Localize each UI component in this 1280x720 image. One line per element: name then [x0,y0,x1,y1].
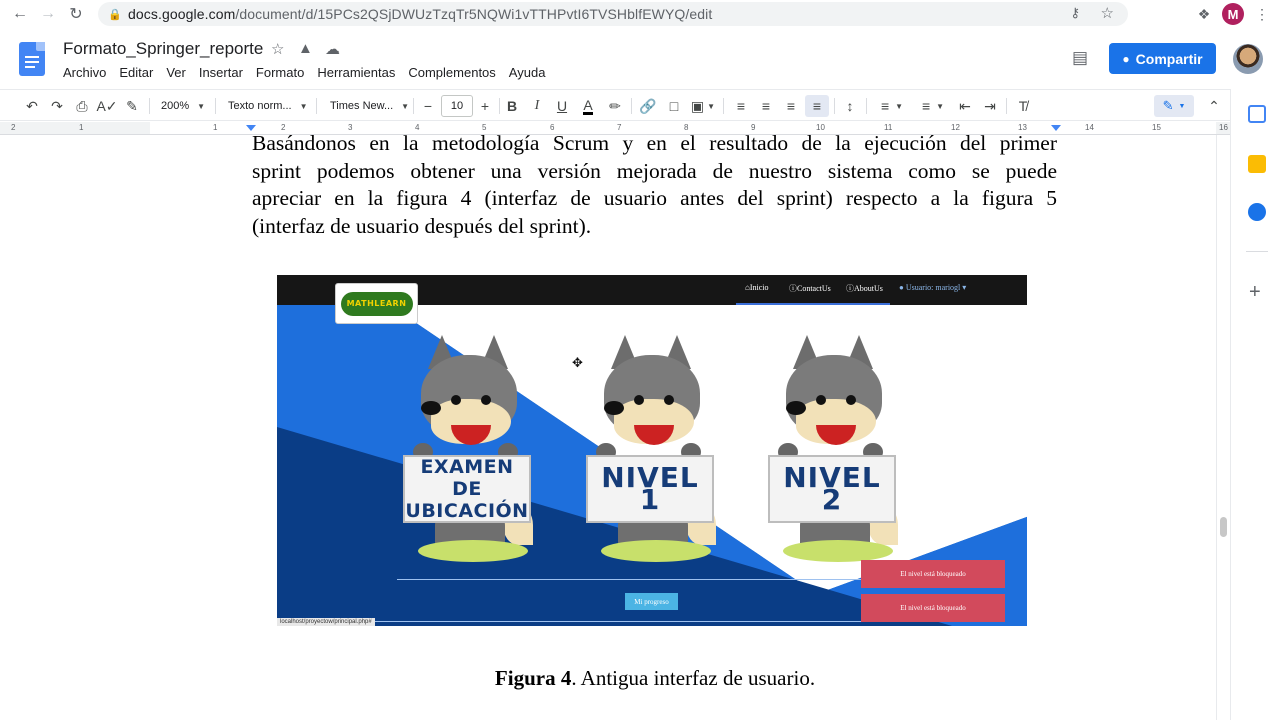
figure-image[interactable] [277,275,1027,626]
ruler-number: 3 [348,123,353,132]
person-icon: ● [1122,51,1130,66]
url-text: docs.google.com/document/d/15PCs2QSjDWUzTzqTr5NQWi1vTTHPvtI6TVSHblfEWYQ/edit [128,6,713,22]
docs-header [0,28,1280,88]
font-size-input[interactable]: 10 [441,95,473,117]
print-icon[interactable]: ⎙ [76,97,88,114]
profile-avatar[interactable]: M [1222,3,1244,25]
menu-ayuda[interactable]: Ayuda [508,65,546,80]
decrease-indent-icon[interactable]: ⇤ [959,97,971,114]
ruler-number: 12 [951,123,960,132]
add-comment-icon[interactable]: □ [669,98,679,114]
ruler-number: 6 [550,123,555,132]
increase-font-size-icon[interactable]: + [480,98,490,114]
level-1-sign: NIVEL 1 [586,455,714,523]
text-color-icon[interactable]: A [583,96,593,113]
paragraph-line: Basándonos en la metodología Scrum y en el resultado de la ejecución del primer [252,135,1057,155]
pencil-icon: ✎ [1162,98,1174,113]
comments-icon[interactable]: ▤ [1072,48,1089,67]
figure-status-url: localhost/proyectow/principal.php# [277,618,375,626]
chevron-down-icon: ▼ [299,101,308,111]
menu-bar [63,65,558,80]
paint-format-icon[interactable]: ✎ [126,97,138,114]
zoom-select[interactable]: 200% ▼ [161,100,206,112]
ruler-number: 1 [79,123,84,132]
numbered-list-icon[interactable]: ≡ ▼ [880,98,904,114]
my-progress-button: Mi progreso [625,593,678,610]
menu-complementos[interactable]: Complementos [408,65,496,80]
add-addon-icon[interactable]: + [1249,281,1261,303]
ruler-number: 5 [482,123,487,132]
style-select[interactable]: Texto norm... ▼ [228,100,308,112]
scroll-thumb[interactable] [1220,517,1227,537]
editing-mode-button[interactable] [1154,95,1194,117]
document-title[interactable]: Formato_Springer_reporte [63,39,264,58]
share-label: Compartir [1135,50,1203,67]
menu-insertar[interactable]: Insertar [198,65,243,80]
chevron-down-icon: ▼ [401,101,410,111]
wolf-mascot [768,335,898,563]
spellcheck-icon[interactable]: A✓ [96,97,118,114]
left-indent-marker[interactable] [246,125,256,131]
bookmark-star-icon[interactable]: ☆ [1100,5,1114,22]
figure-caption[interactable]: Figura 4. Antigua interfaz de usuario. [494,666,816,690]
ruler-number: 1 [213,123,218,132]
clear-formatting-icon[interactable]: T̸ [1018,98,1028,114]
lock-icon: 🔒 [108,8,122,21]
wolf-mascot [586,335,716,563]
ruler-number: 9 [751,123,756,132]
move-to-drive-icon[interactable]: ▲ [298,40,313,57]
font-select[interactable]: Times New... ▼ [330,100,410,112]
vertical-scrollbar[interactable] [1216,135,1230,720]
right-indent-marker[interactable] [1051,125,1061,131]
align-right-icon[interactable]: ≡ [786,98,796,114]
ruler-number: 2 [11,123,16,132]
wolf-mascot [403,335,533,563]
cloud-status-icon[interactable]: ☁ [325,41,340,58]
undo-icon[interactable]: ↶ [26,97,38,114]
star-icon[interactable]: ☆ [271,41,285,58]
menu-ver[interactable]: Ver [166,65,186,80]
docs-logo-icon[interactable] [19,42,45,76]
paragraph-line: apreciar en la figura 4 (interfaz de usuario antes del sprint) respecto a la figura 5 [252,186,1057,210]
highlight-icon[interactable]: ✏ [609,97,621,114]
ruler-number: 8 [684,123,689,132]
address-bar[interactable] [98,2,1128,26]
figure-nav-contactus: ⓘContactUs [789,284,831,293]
redo-icon[interactable]: ↷ [51,97,63,114]
placement-exam-sign: EXAMEN DE UBICACIÓN [403,455,531,523]
move-cursor-icon: ✥ [572,355,583,370]
ruler-number: 14 [1085,123,1094,132]
document-canvas[interactable] [0,135,1216,720]
italic-icon[interactable]: I [534,98,540,113]
align-left-icon[interactable]: ≡ [736,98,746,114]
menu-herramientas[interactable]: Herramientas [317,65,396,80]
reload-icon[interactable]: ↻ [69,6,83,23]
level-locked-badge: El nivel está bloqueado [861,560,1005,588]
ruler-number: 13 [1018,123,1027,132]
side-panel [1230,89,1280,720]
figure-logo: MATHLEARN [335,283,418,324]
ruler-number: 10 [816,123,825,132]
keep-icon[interactable] [1248,155,1266,173]
back-icon[interactable]: ← [12,5,28,22]
ruler[interactable] [0,122,1230,135]
underline-icon[interactable]: U [556,98,568,114]
account-avatar[interactable] [1233,44,1263,74]
chevron-down-icon: ▼ [1178,102,1186,110]
browser-toolbar [0,0,1280,28]
bold-icon[interactable]: B [506,98,518,114]
link-icon[interactable]: 🔗 [639,97,657,114]
increase-indent-icon[interactable]: ⇥ [984,97,996,114]
justify-icon[interactable]: ≡ [812,98,822,114]
figure-nav-aboutus: ⓘAboutUs [846,284,883,293]
share-button[interactable] [1109,43,1216,74]
insert-image-icon[interactable]: ▣ ▼ [690,97,716,114]
ruler-number: 11 [884,123,893,132]
decrease-font-size-icon[interactable]: − [423,98,433,114]
figure-nav-inicio: ⌂Inicio [745,283,769,292]
ruler-number: 4 [415,123,420,132]
ruler-number: 15 [1152,123,1161,132]
menu-archivo[interactable]: Archivo [63,65,107,80]
ruler-number: 16 [1219,123,1228,132]
bulleted-list-icon[interactable]: ≡ ▼ [921,98,945,114]
key-icon[interactable]: ⚷ [1070,5,1080,20]
level-2-sign: NIVEL 2 [768,455,896,523]
line-spacing-icon[interactable]: ↕ [846,98,854,114]
calendar-icon[interactable] [1248,105,1266,123]
menu-formato[interactable]: Formato [255,65,305,80]
forward-icon[interactable]: → [40,5,56,22]
collapse-menus-icon[interactable]: ⌃ [1208,97,1220,114]
level-locked-badge: El nivel está bloqueado [861,594,1005,622]
align-center-icon[interactable]: ≡ [761,98,771,114]
tasks-icon[interactable] [1248,203,1266,221]
paragraph-line: sprint podemos obtener una versión mejorada de nuestro sistema como se puede [252,158,1057,183]
browser-menu-icon[interactable]: ⋮ [1255,5,1269,22]
ruler-number: 2 [281,123,286,132]
ruler-number: 7 [617,123,622,132]
menu-editar[interactable]: Editar [119,65,154,80]
formatting-toolbar [0,89,1230,121]
body-paragraph[interactable] [252,135,1057,240]
figure-user-menu: ● Usuario: mariogl ▾ [899,283,967,292]
paragraph-line: (interfaz de usuario después del sprint). [252,213,592,238]
extensions-icon[interactable]: ❖ [1197,5,1211,22]
chevron-down-icon: ▼ [197,101,206,111]
